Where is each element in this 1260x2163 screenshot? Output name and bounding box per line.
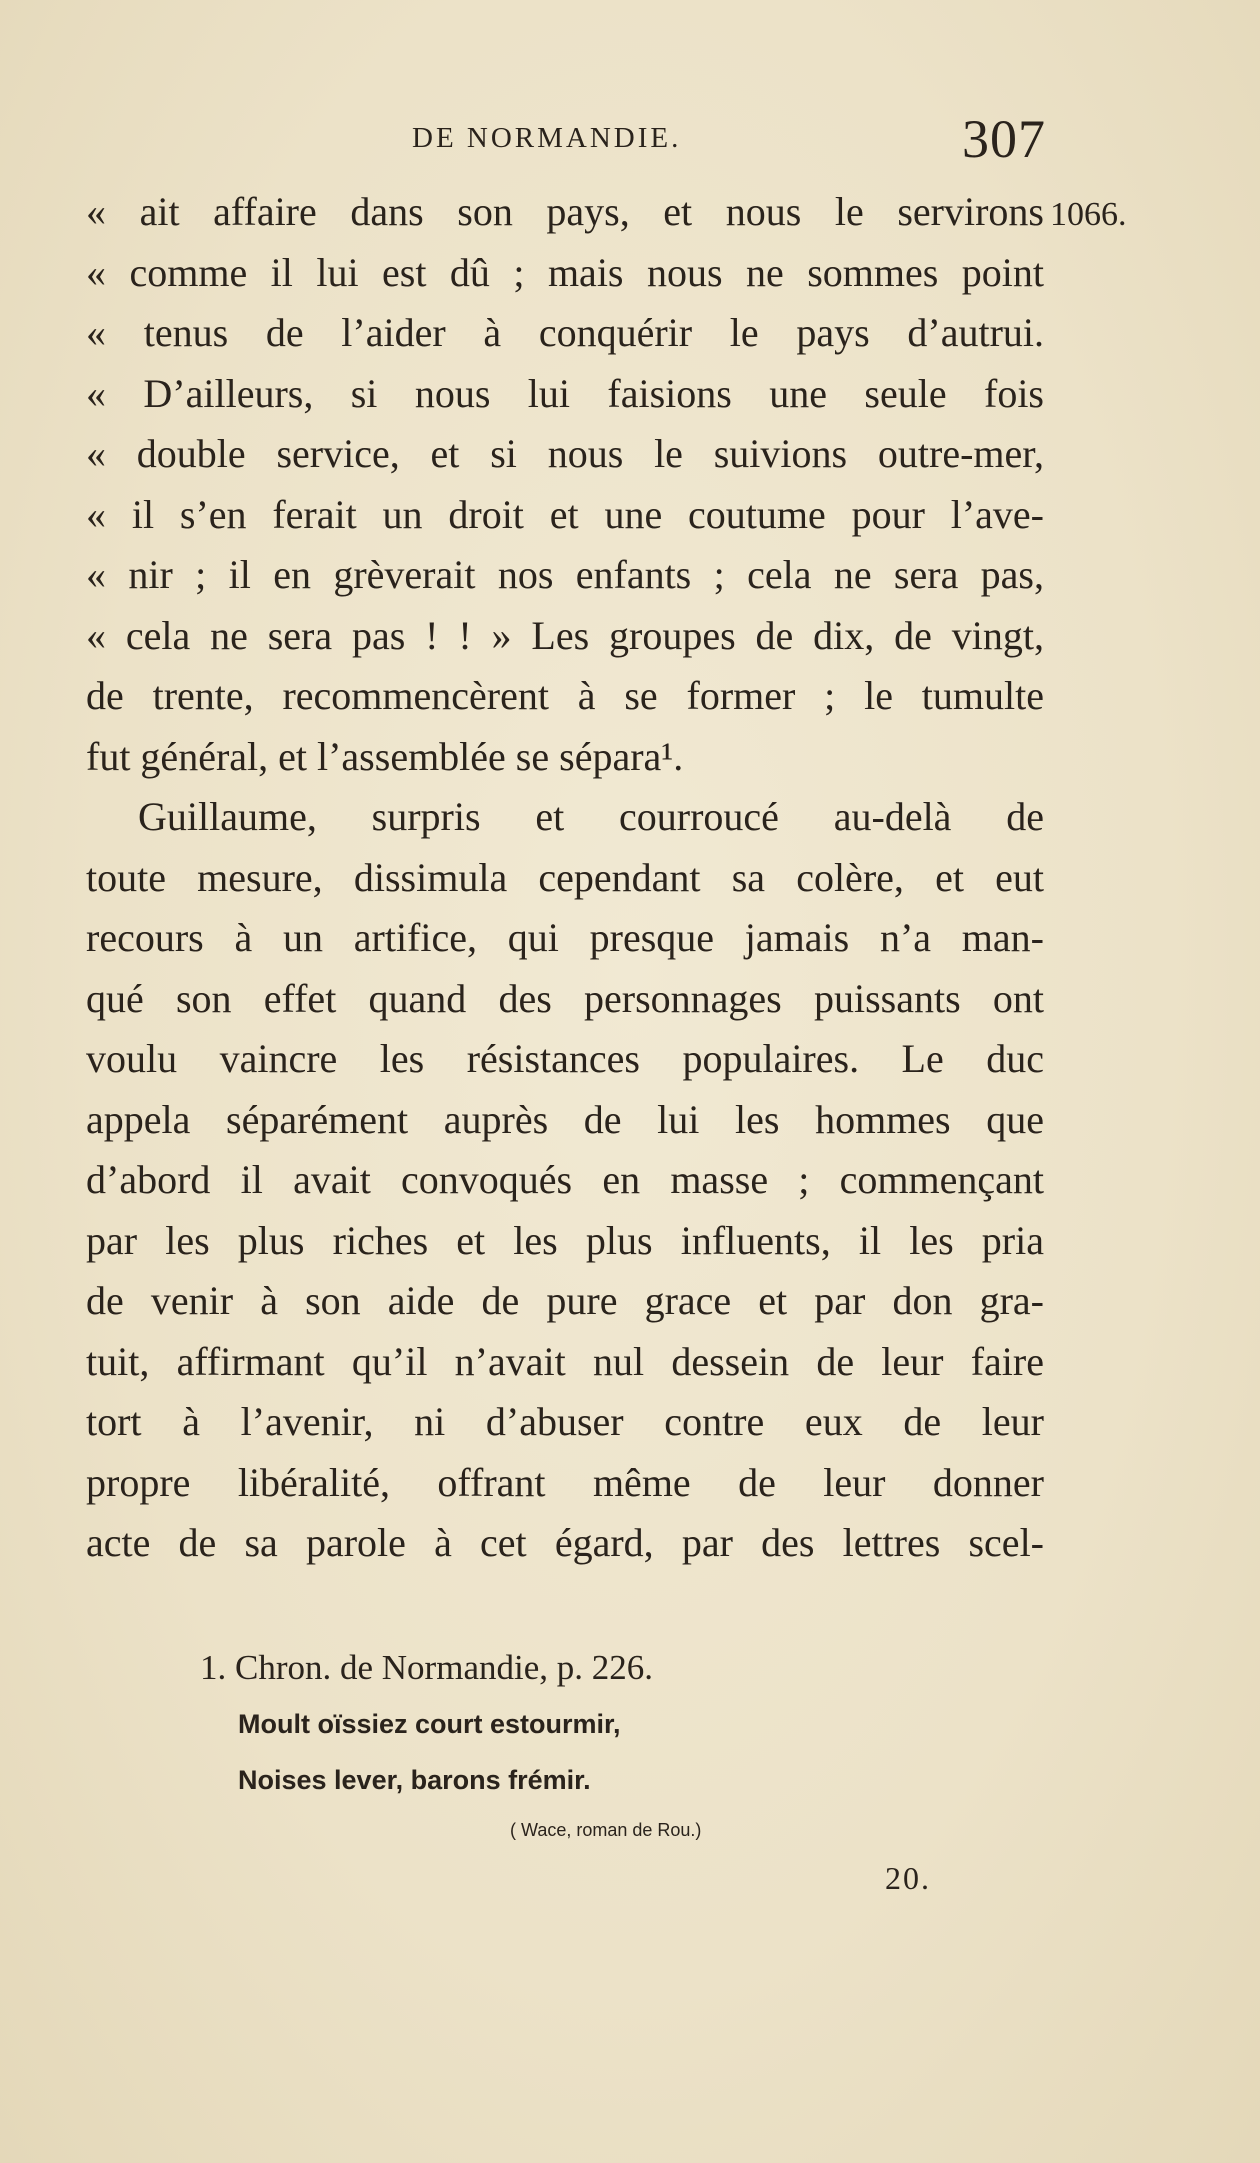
margin-year-note: 1066. <box>1050 196 1127 233</box>
text-line: de trente, recommencèrent à se former ; le tumulte <box>86 673 1044 718</box>
running-title: DE NORMANDIE. <box>412 122 682 154</box>
text-line: tuit, affirmant qu’il n’avait nul dessein de leur faire <box>86 1338 1044 1384</box>
text-line: de venir à son aide de pure grace et par don gra- <box>86 1278 1044 1323</box>
paragraph-start-line: Guillaume, surpris et courroucé au-delà de <box>138 794 1044 839</box>
text-line: acte de sa parole à cet égard, par des lettres scel- <box>86 1520 1044 1565</box>
footnote <box>200 1640 960 1840</box>
text-line: toute mesure, dissimula cependant sa colère, et eut <box>86 854 1044 900</box>
text-line: « D’ailleurs, si nous lui faisions une seule fois <box>86 370 1044 416</box>
footnote-verse-line: Noises lever, barons frémir. <box>238 1765 591 1795</box>
text-line: voulu vaincre les résistances populaires. Le duc <box>86 1036 1044 1081</box>
text-line: « tenus de l’aider à conquérir le pays d’autrui. <box>86 310 1044 355</box>
text-line: « double service, et si nous le suivions outre-mer, <box>86 431 1044 476</box>
text-line: par les plus riches et les plus influents, il les pria <box>86 1217 1044 1263</box>
text-line: « nir ; il en grèverait nos enfants ; cela ne sera pas, <box>86 552 1044 597</box>
text-line: « comme il lui est dû ; mais nous ne sommes point <box>86 249 1044 295</box>
text-line: propre libéralité, offrant même de leur donner <box>86 1459 1044 1505</box>
text-line: tort à l’avenir, ni d’abuser contre eux de leur <box>86 1399 1044 1444</box>
footnote-verse-line: Moult oïssiez court estourmir, <box>238 1709 621 1739</box>
signature-mark: 20. <box>885 1860 931 1896</box>
footnote-citation: 1. Chron. de Normandie, p. 226. <box>200 1648 653 1687</box>
text-line: qué son effet quand des personnages puissants ont <box>86 975 1044 1021</box>
text-line: « ait affaire dans son pays, et nous le servirons <box>86 189 1044 234</box>
text-line: « il s’en ferait un droit et une coutume pour l’ave- <box>86 491 1044 537</box>
footnote-source: ( Wace, roman de Rou.) <box>510 1820 702 1840</box>
running-head <box>0 110 1260 170</box>
text-line: « cela ne sera pas ! ! » Les groupes de dix, de vingt, <box>86 612 1044 658</box>
page-number: 307 <box>962 109 1046 169</box>
text-line: recours à un artifice, qui presque jamais n’a man- <box>86 915 1044 960</box>
paragraph-end-line: fut général, et l’assemblée se sépara¹. <box>86 733 684 779</box>
text-line: appela séparément auprès de lui les hommes que <box>86 1096 1044 1142</box>
body-text <box>86 182 1044 1574</box>
text-line: d’abord il avait convoqués en masse ; commençant <box>86 1157 1044 1202</box>
